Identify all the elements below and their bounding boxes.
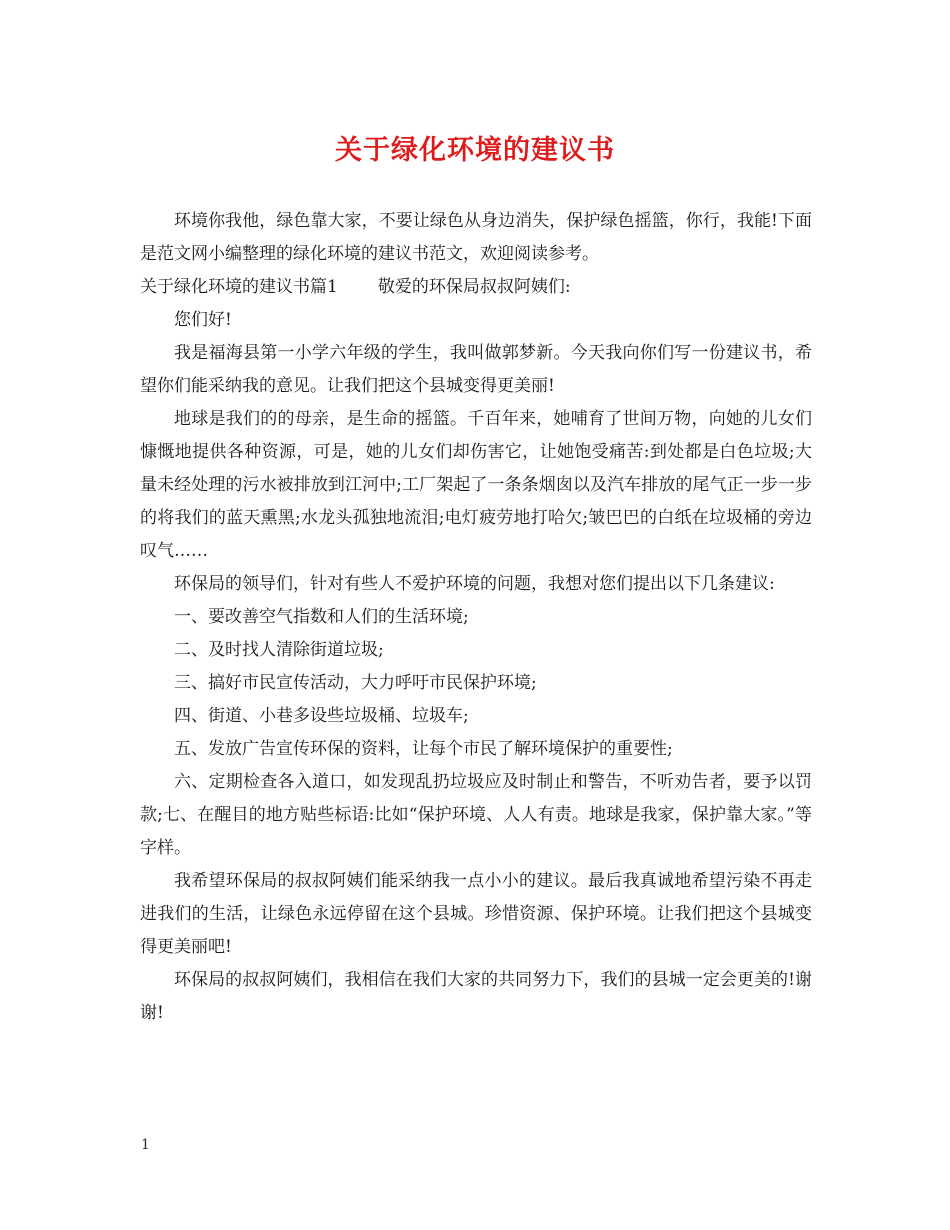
body-paragraph-1: 我是福海县第一小学六年级的学生，我叫做郭梦新。今天我向你们写一份建议书，希望你们能采纳我的意见。让我们把这个县城变得更美丽! xyxy=(140,343,812,396)
document-body xyxy=(140,205,812,1030)
body-paragraph-3: 环保局的领导们，针对有些人不爱护环境的问题，我想对您们提出以下几条建议: xyxy=(174,574,775,594)
body-paragraph-hope: 我希望环保局的叔叔阿姨们能采纳我一点小小的建议。最后我真诚地希望污染不再走进我们的生活，让绿色永远停留在这个县城。珍惜资源、保护环境。让我们把这个县城变得更美丽吧! xyxy=(140,871,812,957)
section-heading-line xyxy=(140,271,812,304)
greeting: 您们好! xyxy=(174,310,232,330)
section-heading: 关于绿化环境的建议书篇1 xyxy=(140,277,338,297)
suggestion-item-6: 六、定期检查各入道口，如发现乱扔垃圾应及时制止和警告，不听劝告者，要予以罚款;七、在醒目的地方贴些标语:比如“保护环境、人人有责。地球是我家，保护靠大家。”等字样。 xyxy=(140,772,812,858)
suggestion-item-3: 三、搞好市民宣传活动，大力呼吁市民保护环境; xyxy=(174,673,537,693)
body-paragraph-2: 地球是我们的的母亲，是生命的摇篮。千百年来，她哺育了世间万物，向她的儿女们慷慨地提供各种资源，可是，她的儿女们却伤害它，让她饱受痛苦:到处都是白色垃圾;大量未经处理的污水被排放到江河中;工厂架起了一条条烟囱以及汽车排放的尾气正一步一步的将我们的蓝天熏黑;水龙头孤独地流泪;电灯疲劳地打哈欠;皱巴巴的白纸在垃圾桶的旁边叹气…… xyxy=(140,409,812,561)
suggestion-item-5: 五、发放广告宣传环保的资料，让每个市民了解环境保护的重要性; xyxy=(174,739,673,759)
intro-paragraph: 环境你我他，绿色靠大家，不要让绿色从身边消失，保护绿色摇篮，你行，我能!下面是范文网小编整理的绿化环境的建议书范文，欢迎阅读参考。 xyxy=(140,211,812,264)
salutation: 敬爱的环保局叔叔阿姨们: xyxy=(377,277,571,297)
body-paragraph-closing: 环保局的叔叔阿姨们，我相信在我们大家的共同努力下，我们的县城一定会更美的!谢谢! xyxy=(140,970,812,1023)
suggestion-item-4: 四、街道、小巷多设些垃圾桶、垃圾车; xyxy=(174,706,469,726)
document-title: 关于绿化环境的建议书 xyxy=(335,135,615,166)
suggestion-item-2: 二、及时找人清除街道垃圾; xyxy=(174,640,384,660)
suggestion-item-1: 一、要改善空气指数和人们的生活环境; xyxy=(174,607,469,627)
page-number: 1 xyxy=(141,1137,150,1153)
